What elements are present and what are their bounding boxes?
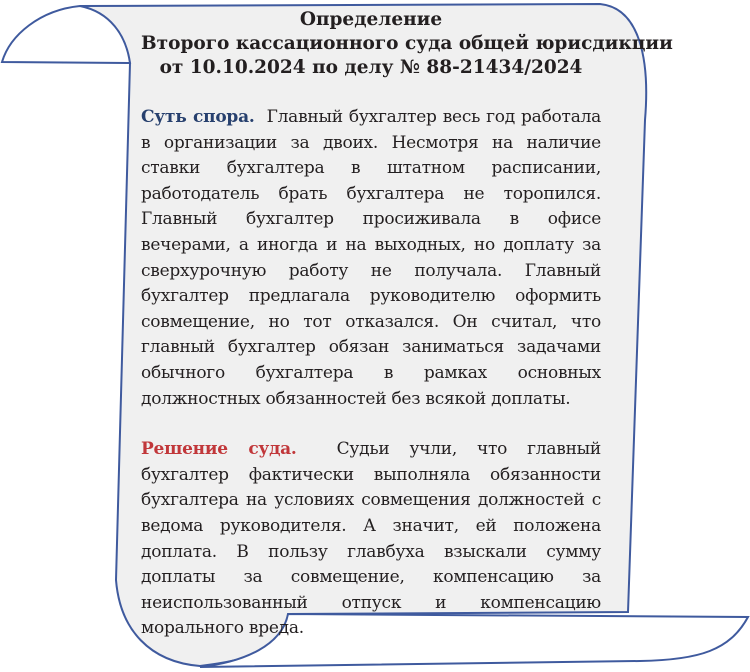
dispute-text: Главный бухгалтер весь год работала в организации за двоих. Несмотря на наличие ставки бухгалтера в штатном расписании, работодатель брать бухгалтера не торопился. Главный бухгалтер просиживала в офисе вечерами, а иногда и на выходных, но доплату за сверхурочную работу не получала. Главный бухгалтер предлагала руководителю оформить совмещение, но тот отказался. Он считал, что главный бухгалтер обязан заниматься задачами обычного бухгалтера в рамках основных должностных обязанностей без всякой доплаты. (141, 107, 602, 409)
title-line-2: Второго кассационного суда общей юрисдикции (141, 33, 673, 54)
decision-text: Судьи учли, что главный бухгалтер фактически выполняла обязанности бухгалтера на условиях совмещения должностей с ведома руководителя. А значит, ей положена доплата. В пользу главбуха взыскали сумму доплаты за совмещение, компенсацию за неиспользованный отпуск и компенсацию морального вреда. (141, 439, 602, 639)
decision-heading: Решение суда. (141, 439, 297, 460)
document-title (141, 8, 673, 80)
dispute-heading: Суть спора. (141, 107, 255, 127)
document-content (141, 8, 673, 642)
title-line-1: Определение (299, 9, 443, 30)
decision-paragraph (141, 437, 601, 642)
title-line-3: от 10.10.2024 по делу № 88-21434/2024 (159, 57, 583, 78)
dispute-paragraph (141, 105, 601, 412)
